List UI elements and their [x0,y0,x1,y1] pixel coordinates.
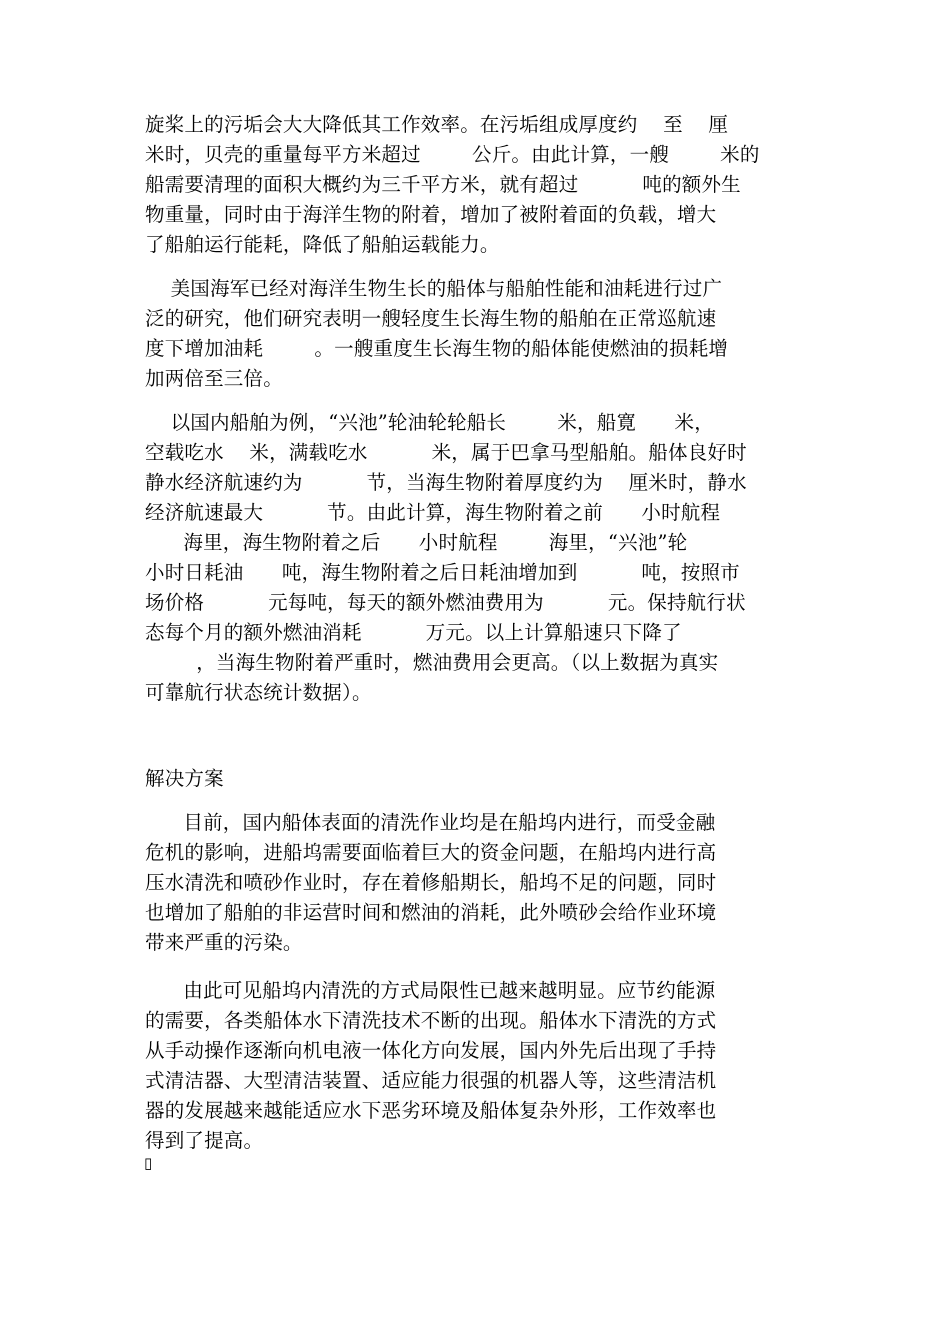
text-line: 带来严重的污染。 [145,931,303,954]
text-line: 态每个月的额外燃油消耗 万元。以上计算船速只下降了 [145,621,682,644]
section-heading: 解决方案 [145,767,224,790]
text-line: 压水清洗和喷砂作业时，存在着修船期长，船坞不足的问题，同时 [145,871,717,894]
text-line: ，当海生物附着严重时，燃油费用会更高。（以上数据为真实 [145,651,719,674]
text-line: 旋桨上的污垢会大大降低其工作效率。在污垢组成厚度约 至 厘 [145,113,729,136]
paragraph-spacer [145,260,805,274]
text-line: 式清洁器、大型清洁装置、适应能力很强的机器人等，这些清洁机 [145,1069,717,1092]
text-line: 船需要清理的面积大概约为三千平方米，就有超过 吨的额外生 [145,173,741,196]
text-line: 得到了提高。 [145,1129,264,1152]
text-line: 海里，海生物附着之后 小时航程 海里，“兴池”轮 [145,531,688,554]
missing-glyph-marker: ▯ [144,1154,153,1172]
section-heading-solution [145,764,805,794]
paragraph-drydock-cleaning [145,808,805,958]
text-line: 物重量，同时由于海洋生物的附着，增加了被附着面的负载，增大 [145,203,717,226]
text-line: 目前，国内船体表面的清洗作业均是在船坞内进行，而受金融 [145,811,716,834]
text-line: 度下增加油耗 。一艘重度生长海生物的船体能使燃油的损耗增 [145,337,729,360]
text-line: 由此可见船坞内清洗的方式局限性已越来越明显。应节约能源 [145,979,716,1002]
text-line: 泛的研究，他们研究表明一艘轻度生长海生物的船舶在正常巡航速 [145,307,717,330]
text-line: 加两倍至三倍。 [145,367,283,390]
text-line: 小时日耗油 吨，海生物附着之后日耗油增加到 吨，按照市 [145,561,740,584]
text-line: 了船舶运行能耗，降低了船舶运载能力。 [145,233,500,256]
paragraph-underwater-cleaning [145,976,805,1156]
paragraph-fouling-weight [145,110,805,260]
section-spacer [145,708,805,764]
paragraph-us-navy-research [145,274,805,394]
text-line: 的需要，各类船体水下清洗技术不断的出现。船体水下清洗的方式 [145,1009,717,1032]
text-line: 从手动操作逐渐向机电液一体化方向发展，国内外先后出现了手持 [145,1039,717,1062]
paragraph-spacer [145,394,805,408]
document-body [145,110,805,1156]
text-line: 米时，贝壳的重量每平方米超过 公斤。由此计算，一艘 米的 [145,143,760,166]
text-line: 美国海军已经对海洋生物生长的船体与船舶性能和油耗进行过广 [145,277,723,300]
text-line: 危机的影响，进船坞需要面临着巨大的资金问题，在船坞内进行高 [145,841,717,864]
paragraph-spacer [145,794,805,808]
text-line: 也增加了船舶的非运营时间和燃油的消耗，此外喷砂会给作业环境 [145,901,717,924]
paragraph-xingchi-example [145,408,805,708]
text-line: 以国内船舶为例，“兴池”轮油轮轮船长 米，船寛 米， [145,411,714,434]
text-line: 场价格 元每吨，每天的额外燃油费用为 元。保持航行状 [145,591,746,614]
text-line: 静水经济航速约为 节，当海生物附着厚度约为 厘米时，静水 [145,471,747,494]
text-line: 器的发展越来越能适应水下恶劣环境及船体复杂外形，工作效率也 [145,1099,717,1122]
text-line: 经济航速最大 节。由此计算，海生物附着之前 小时航程 [145,501,721,524]
text-line: 可靠航行状态统计数据）。 [145,681,372,704]
paragraph-spacer [145,958,805,976]
text-line: 空载吃水 米，满载吃水 米，属于巴拿马型船舶。船体良好时 [145,441,747,464]
